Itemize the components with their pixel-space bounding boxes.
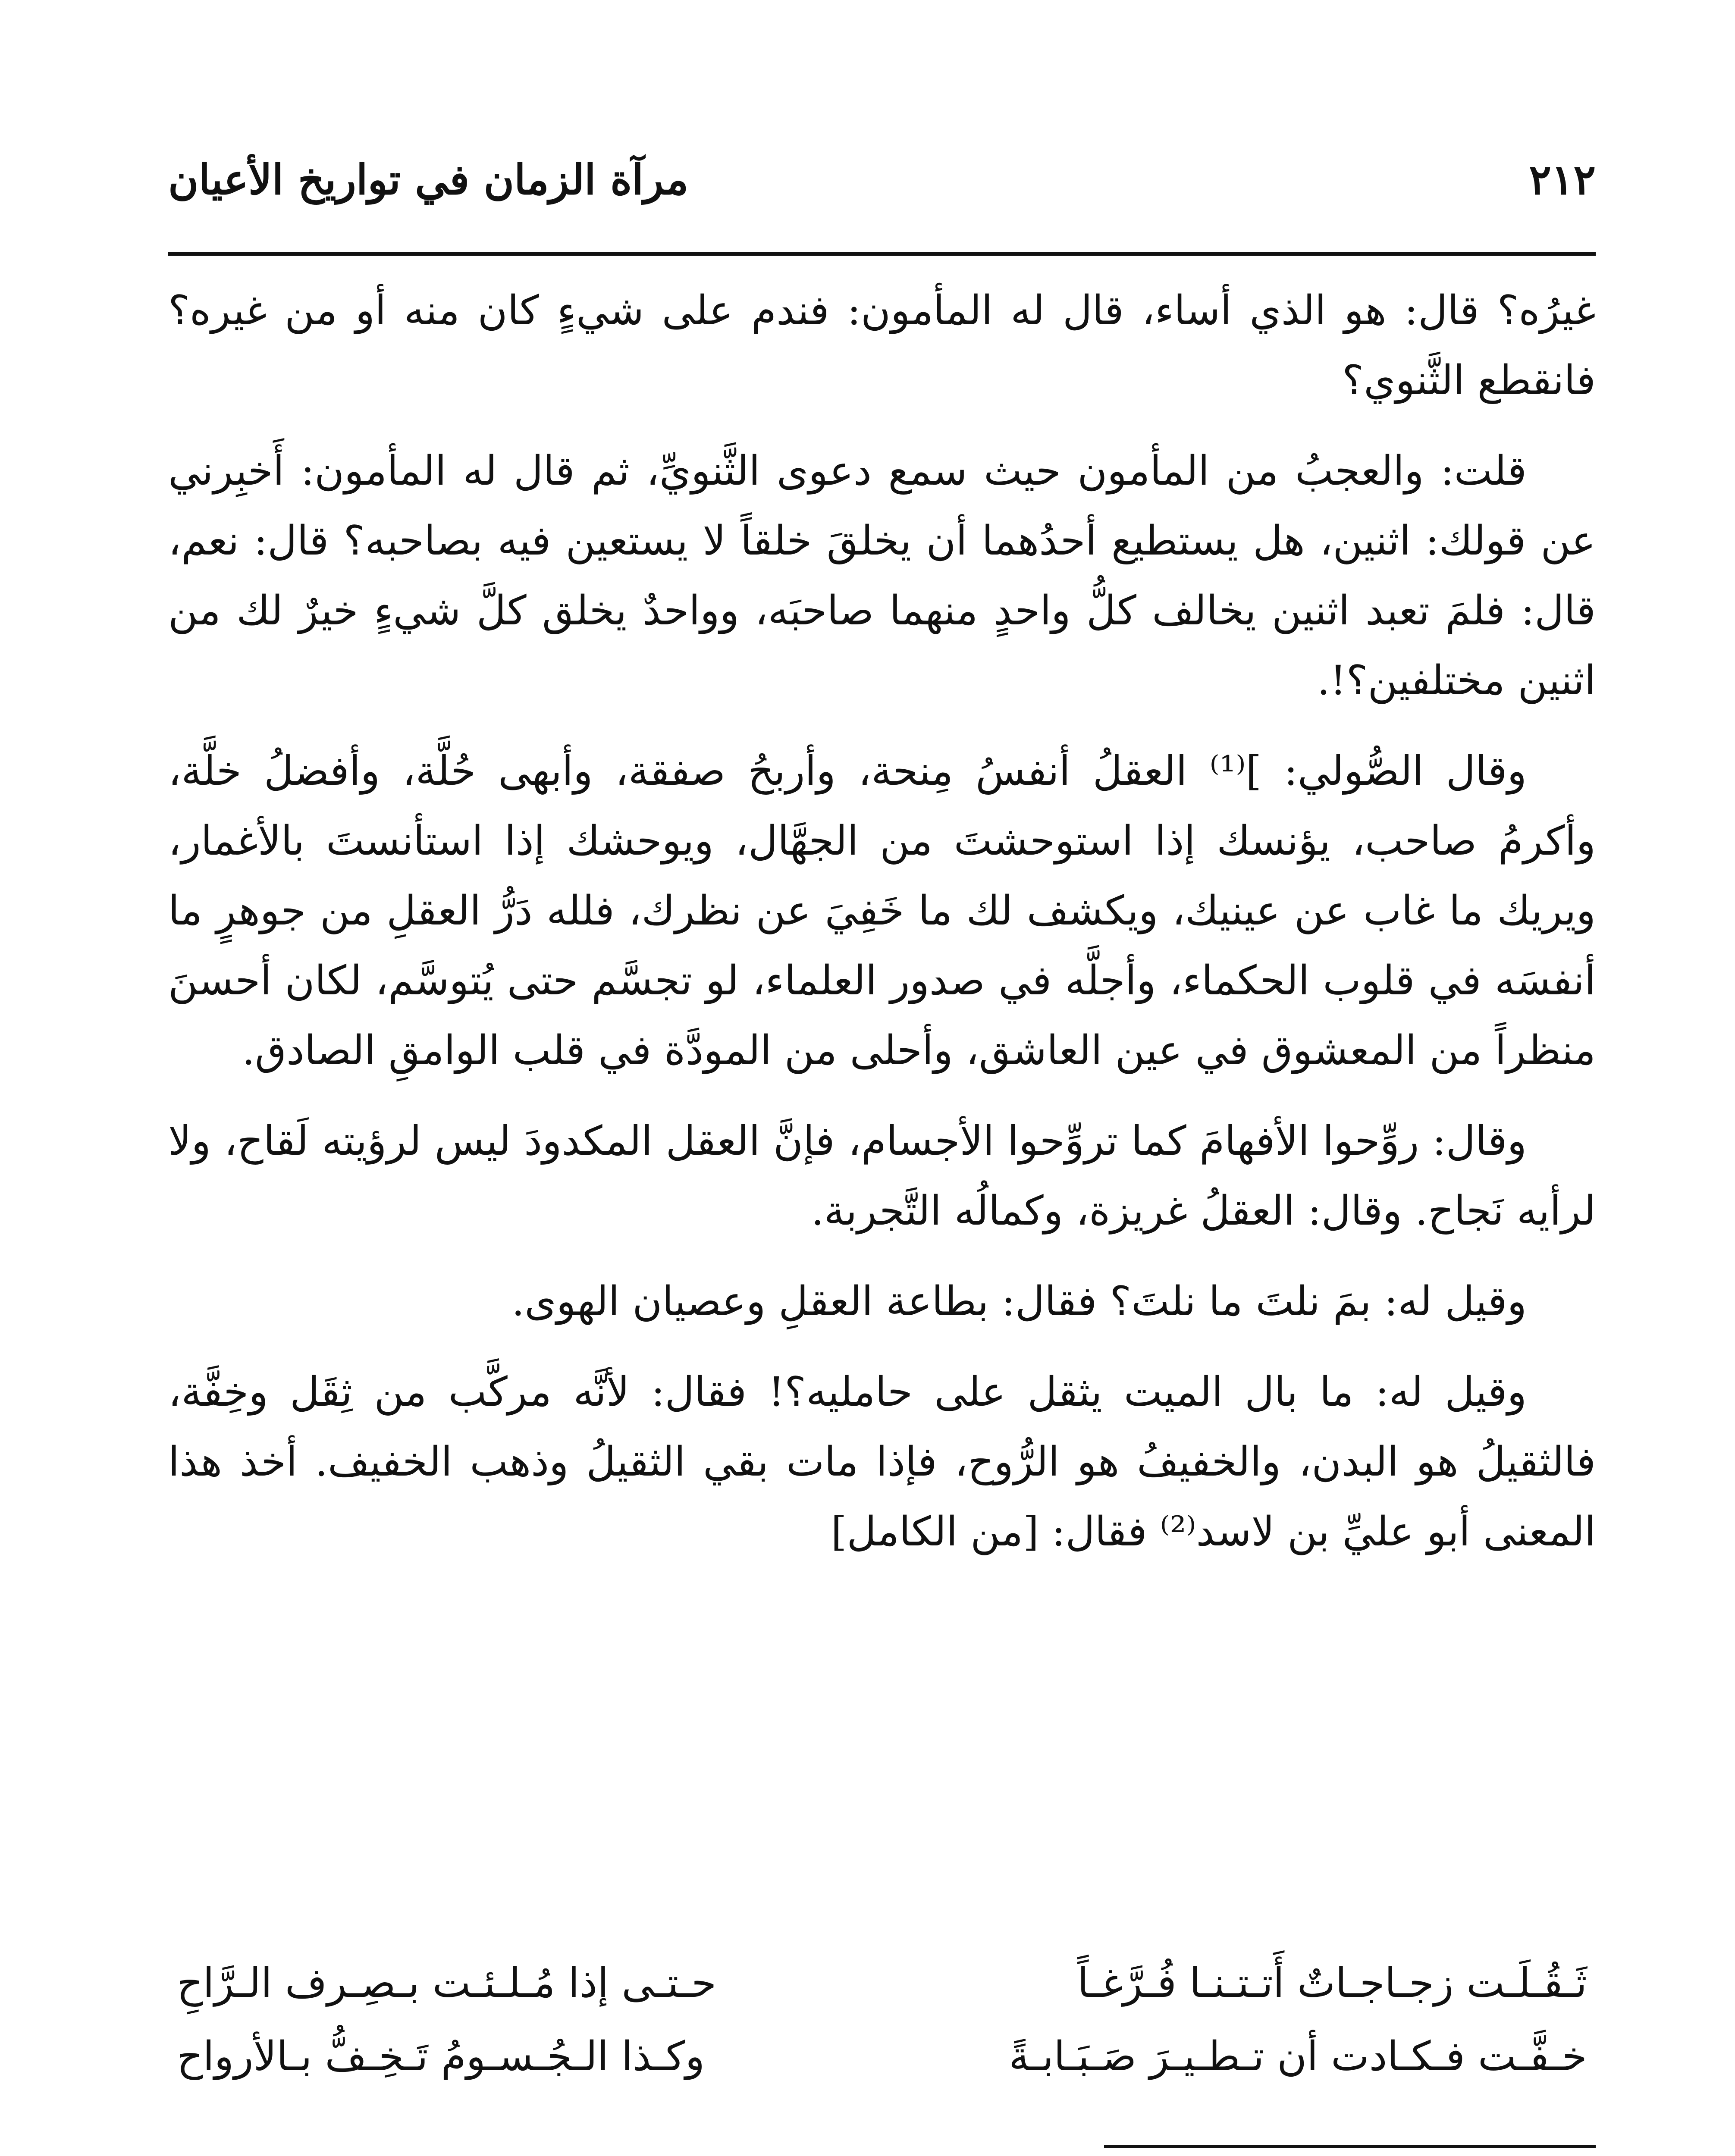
page-header (168, 147, 1596, 220)
header-divider (168, 252, 1596, 256)
paragraph: وقال: روِّحوا الأفهامَ كما تروِّحوا الأجسام، فإنَّ العقل المكدودَ ليس لرؤيته لَقاح، ولا لرأيه نَجاح. وقال: العقلُ غريزة، وكمالُه التَّجربة. (168, 1118, 1596, 1235)
running-title: مرآة الزمان في تواريخ الأعيان (168, 155, 689, 204)
verse-second-hemistich: حـتـى إذا مُـلـئـت بـصِـرف الـرَّاحِ (177, 1960, 717, 2007)
paragraph: وقيل له: ما بال الميت يثقل على حامليه؟! فقال: لأنَّه مركَّب من ثِقَل وخِفَّة، فالثقيلُ هو البدن، والخفيفُ هو الرُّوح، فإذا مات بقي الثقيلُ وذهب الخفيف. أخذ هذا المعنى أبو عليِّ بن لاسد⁽²⁾ فقال: [من الكامل] (168, 1369, 1596, 1555)
paragraph: غيرُه؟ قال: هو الذي أساء، قال له المأمون: فندم على شيءٍ كان منه أو من غيره؟ فانقطع الثَّنوي؟ (168, 287, 1596, 404)
verse-second-hemistich: وكـذا الـجُـسـومُ تَـخِـفُّ بـالأرواح (177, 2033, 705, 2080)
paragraph: وقيل له: بمَ نلتَ ما نلتَ؟ فقال: بطاعة العقلِ وعصيان الهوى. (511, 1278, 1527, 1325)
main-text (168, 276, 1596, 1588)
verse-first-hemistich: ثَـقُـلَـت زجـاجـاتٌ أَتـتـنـا فُـرَّغـاً (1077, 1960, 1587, 2007)
footnote-divider (1104, 2145, 1596, 2148)
page-number: ٢١٢ (1529, 155, 1596, 204)
paragraph: وقال الصُّولي: ]⁽¹⁾ العقلُ أنفسُ مِنحة، وأربحُ صفقة، وأبهى حُلَّة، وأفضلُ خلَّة، وأكرمُ صاحب، يؤنسك إذا استوحشتَ من الجهَّال، ويوحشك إذا استأنستَ بالأغمار، ويريك ما غاب عن عينيك، ويكشف لك ما خَفِيَ عن نظرك، فلله دَرُّ العقلِ من جوهرٍ ما أنفسَه في قلوب الحكماء، وأجلَّه في صدور العلماء، لو تجسَّم حتى يُتوسَّم، لكان أحسنَ منظراً من المعشوق في عين العاشق، وأحلى من المودَّة في قلب الوامقِ الصادق. (168, 748, 1596, 1074)
paragraph: قلت: والعجبُ من المأمون حيث سمع دعوى الثَّنويِّ، ثم قال له المأمون: أَخبِرني عن قولك: اثنين، هل يستطيع أحدُهما أن يخلقَ خلقاً لا يستعين فيه بصاحبه؟ قال: نعم، قال: فلمَ تعبد اثنين يخالف كلُّ واحدٍ منهما صاحبَه، وواحدٌ يخلق كلَّ شيءٍ خيرٌ لك من اثنين مختلفين؟!. (168, 448, 1596, 704)
verse-first-hemistich: خـفَّـت فـكـادت أن تـطـيـرَ صَـبَـابـةً (1009, 2033, 1587, 2080)
